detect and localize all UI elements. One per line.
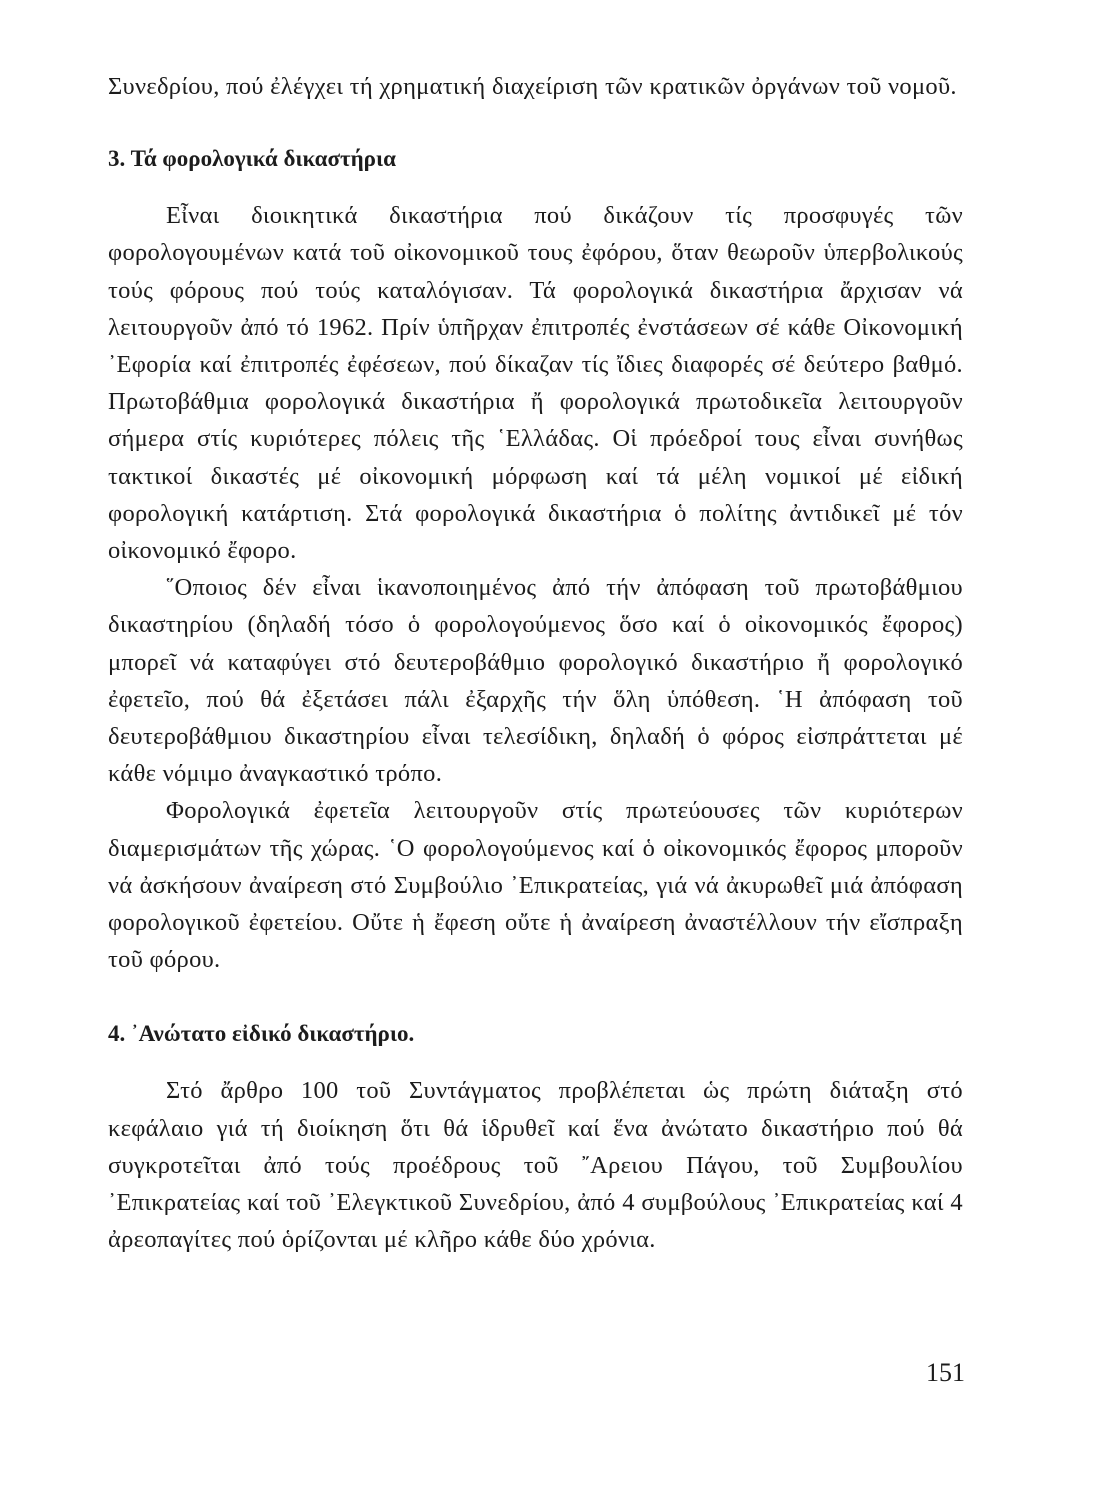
section-3-paragraph-2: ῞Οποιος δέν εἶναι ἱκανοποιημένος ἀπό τήν ἀπόφαση τοῦ πρωτοβάθμιου δικαστηρίου (δηλαδή τόσο ὁ φορολογούμενος ὅσο καί ὁ οἰκονομικός ἔφορος) μπορεῖ νά καταφύγει στό δευτεροβάθμιο φορολογικό δικαστήριο ἤ φορολογικό ἐφετεῖο, πού θά ἐξετάσει πάλι ἐξαρχῆς τήν ὅλη ὑπόθεση. ῾Η ἀπόφαση τοῦ δευτεροβάθμιου δικαστηρίου εἶναι τελεσίδικη, δηλαδή ὁ φόρος εἰσπράττεται μέ κάθε νόμιμο ἀναγκαστικό τρόπο.: [108, 574, 963, 788]
section-4-heading: 4. ᾿Ανώτατο εἰδικό δικαστήριο.: [108, 1021, 415, 1047]
section-4-paragraph-1: Στό ἄρθρο 100 τοῦ Συντάγματος προβλέπεται ὡς πρώτη διάταξη στό κεφάλαιο γιά τή διοίκηση ὅτι θά ἱδρυθεῖ καί ἕνα ἀνώτατο δικαστήριο πού θά συγκροτεῖται ἀπό τούς προέδρους τοῦ ῎Αρειου Πάγου, τοῦ Συμβουλίου ᾿Επικρατείας καί τοῦ ᾿Ελεγκτικοῦ Συνεδρίου, ἀπό 4 συμβούλους ᾿Επικρατείας καί 4 ἀρεοπαγίτες πού ὁρίζονται μέ κλῆρο κάθε δύο χρόνια.: [108, 1077, 963, 1254]
page-number: 151: [926, 1358, 965, 1387]
book-page: [108, 68, 963, 1258]
section-3-paragraph-3: Φορολογικά ἐφετεῖα λειτουργοῦν στίς πρωτεύουσες τῶν κυριότερων διαμερισμάτων τῆς χώρας. ῾Ο φορολογούμενος καί ὁ οἰκονομικός ἔφορος μποροῦν νά ἀσκήσουν ἀναίρεση στό Συμβούλιο ᾿Επικρατείας, γιά νά ἀκυρωθεῖ μιά ἀπόφαση φορολογικοῦ ἐφετείου. Οὔτε ἡ ἔφεση οὔτε ἡ ἀναίρεση ἀναστέλλουν τήν εἴσπραξη τοῦ φόρου.: [108, 797, 963, 974]
section-3-paragraph-1: Εἶναι διοικητικά δικαστήρια πού δικάζουν τίς προσφυγές τῶν φορολογουμένων κατά τοῦ οἰκονομικοῦ τους ἐφόρου, ὅταν θεωροῦν ὑπερβολικούς τούς φόρους πού τούς καταλόγισαν. Τά φορολογικά δικαστήρια ἄρχισαν νά λειτουργοῦν ἀπό τό 1962. Πρίν ὑπῆρχαν ἐπιτροπές ἐνστάσεων σέ κάθε Οἰκονομική ᾿Εφορία καί ἐπιτροπές ἐφέσεων, πού δίκαζαν τίς ἴδιες διαφορές σέ δεύτερο βαθμό. Πρωτοβάθμια φορολογικά δικαστήρια ἤ φορολογικά πρωτοδικεῖα λειτουργοῦν σήμερα στίς κυριότερες πόλεις τῆς ῾Ελλάδας. Οἱ πρόεδροί τους εἶναι συνήθως τακτικοί δικαστές μέ οἰκονομική μόρφωση καί τά μέλη νομικοί μέ εἰδική φορολογική κατάρτιση. Στά φορολογικά δικαστήρια ὁ πολίτης ἀντιδικεῖ μέ τόν οἰκονομικό ἔφορο.: [108, 202, 963, 565]
section-3-heading: 3. Τά φορολογικά δικαστήρια: [108, 146, 396, 172]
intro-paragraph: Συνεδρίου, πού ἐλέγχει τή χρηματική διαχείριση τῶν κρατικῶν ὀργάνων τοῦ νομοῦ.: [108, 73, 957, 100]
